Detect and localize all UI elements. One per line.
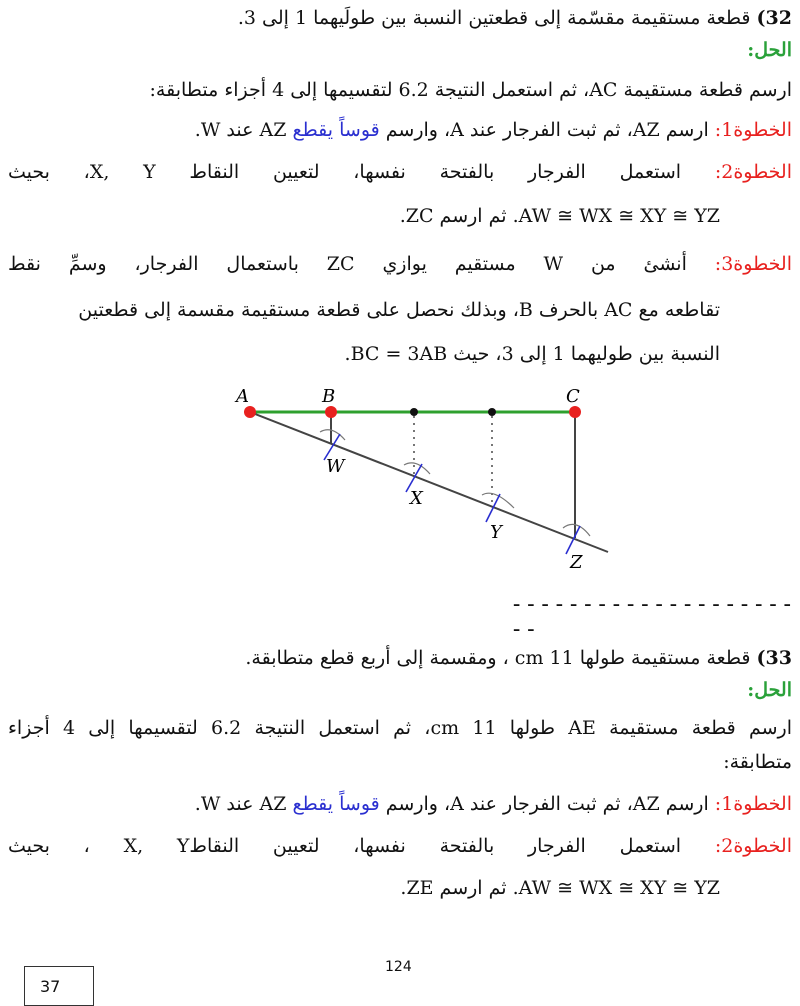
q33-solution-label: الحل: — [747, 679, 792, 701]
q33-step1-blue: قوساً يقطع — [292, 793, 380, 815]
ray-az — [250, 412, 608, 552]
point-c — [569, 406, 581, 418]
q33-step2-line2: AW ≅ WX ≅ XY ≅ YZ. ثم ارسم ZE. — [400, 877, 720, 899]
q32-step1-text-b: AZ عند W. — [194, 119, 287, 141]
q33-number: 33) — [756, 647, 792, 669]
q32-step2-label: الخطوة2: — [714, 161, 793, 183]
q32-step3-label: الخطوة3: — [714, 253, 792, 275]
label-w: W — [326, 456, 345, 477]
q32-step1 — [195, 116, 792, 144]
separator: ---------------------- — [510, 592, 795, 642]
label-c: C — [566, 386, 580, 407]
q33-step1-label: الخطوة1: — [714, 793, 792, 815]
q32-question: قطعة مستقيمة مقسّمة إلى قطعتين النسبة بين طولَيهما 1 إلى 3. — [237, 7, 751, 29]
q33-step1-text-b: AZ عند W. — [194, 793, 287, 815]
q33-intro-line1: ارسم قطعة مستقيمة AE طولها 11 cm، ثم استعمل النتيجة 6.2 لتقسيمها إلى 4 أجزاء — [8, 717, 793, 739]
q33-intro-line2: متطابقة: — [723, 751, 792, 773]
point-mid1 — [410, 408, 418, 416]
label-b: B — [322, 386, 336, 407]
page-number: 124 — [385, 959, 412, 975]
q32-step2-line1 — [8, 158, 792, 186]
q33-step2-line1 — [8, 832, 792, 860]
q32-step1-label: الخطوة1: — [714, 119, 792, 141]
q33-step2-label: الخطوة2: — [714, 835, 793, 857]
q32-step1-blue: قوساً يقطع — [292, 119, 380, 141]
q32-step3-line3: النسبة بين طوليهما 1 إلى 3، حيث BC = 3AB. — [344, 343, 720, 365]
q32-question-line — [238, 4, 792, 32]
q32-step3-line1 — [8, 250, 792, 278]
label-x: X — [410, 488, 423, 509]
q32-step2-text: استعمل الفرجار بالفتحة نفسها، لتعيين النقاط X, Y، بحيث — [8, 161, 682, 183]
label-y: Y — [490, 522, 502, 543]
point-mid2 — [488, 408, 496, 416]
q32-step2-line2: AW ≅ WX ≅ XY ≅ YZ. ثم ارسم ZC. — [399, 205, 720, 227]
construction-figure — [0, 380, 800, 600]
q32-solution-label: الحل: — [747, 39, 792, 61]
box-number: 37 — [24, 966, 94, 1006]
q33-step1 — [195, 790, 792, 818]
q32-number: 32) — [756, 7, 792, 29]
q33-step1-text-a: ارسم AZ، ثم ثبت الفرجار عند A، وارسم — [385, 793, 709, 815]
q32-step1-text-a: ارسم AZ، ثم ثبت الفرجار عند A، وارسم — [385, 119, 709, 141]
q32-step3-line2: تقاطعه مع AC بالحرف B، وبذلك نحصل على قطعة مستقيمة مقسمة إلى قطعتين — [78, 299, 720, 321]
q33-question: قطعة مستقيمة طولها 11 cm ، ومقسمة إلى أربع قطع متطابقة. — [245, 647, 751, 669]
point-b — [325, 406, 337, 418]
q33-step2-text: استعمل الفرجار بالفتحة نفسها، لتعيين النقاطX, Y ، بحيث — [8, 835, 682, 857]
arc-w — [320, 430, 345, 440]
arc-y — [482, 493, 514, 508]
point-a — [244, 406, 256, 418]
q32-step3-text1: أنشئ من W مستقيم يوازي ZC باستعمال الفرجار، وسمِّ نقط — [8, 253, 687, 275]
q32-intro: ارسم قطعة مستقيمة AC، ثم استعمل النتيجة 6.2 لتقسيمها إلى 4 أجزاء متطابقة: — [149, 79, 792, 101]
label-a: A — [236, 386, 249, 407]
label-z: Z — [570, 552, 583, 573]
q33-question-line — [245, 644, 792, 672]
